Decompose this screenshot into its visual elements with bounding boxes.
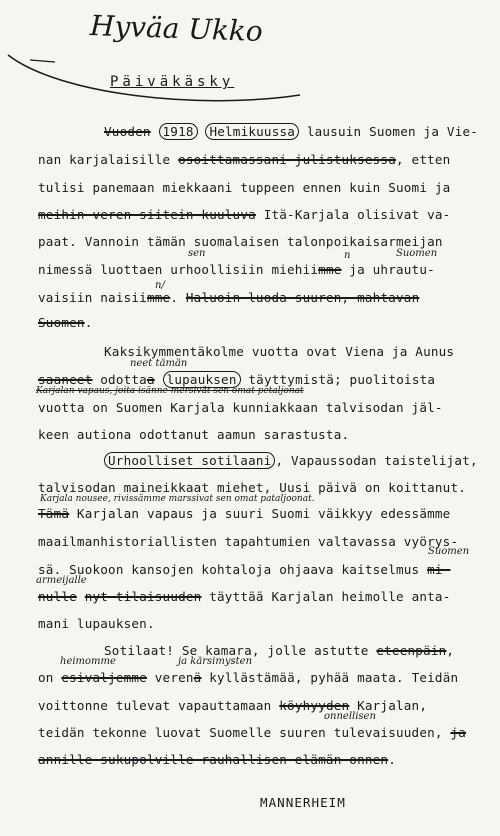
insertion-n: n xyxy=(344,250,351,261)
insertion-onnellisen: onnellisen xyxy=(324,711,376,722)
text-line: Sotilaat! Se kamara, jolle astutte eteenpäin, xyxy=(104,643,455,658)
page-title: Päiväkäsky xyxy=(110,74,235,90)
insertion-heimomme: heimomme xyxy=(60,656,116,667)
text-line: meihin veren siitein kuuluva Itä-Karjala olisivat va- xyxy=(38,207,451,222)
text-line: teidän tekonne luovat Suomelle suuren tulevaisuuden, ja xyxy=(38,725,467,740)
text-line: Suomen. xyxy=(38,315,93,330)
text-line: Tämä Karjalan vapaus ja suuri Suomi väikkyy edessämme xyxy=(38,506,451,521)
text-line: voittonne tulevat vapauttamaan köyhyyden Karjalan, xyxy=(38,698,428,713)
insertion-suomen: Suomen xyxy=(428,546,470,557)
text-line: vuotta on Suomen Karjala kunniakkaan talvisodan jäl- xyxy=(38,400,443,415)
struck-handwritten-note: Karjalan vapaus, joita isänne mersivät sen omat petaljonat xyxy=(36,386,304,396)
text-line: sä. Suokoon kansojen kohtaloja ohjaava kaitselmus mi- xyxy=(38,562,451,577)
insertion-kareimysten: ja kärsimysten xyxy=(178,656,253,667)
text-line: nimessä luottaen urhoollisiin miehiimme ja uhrautu- xyxy=(38,262,435,277)
text-line: paat. Vannoin tämän suomalaisen talonpoikaisarmeijan xyxy=(38,234,443,249)
insertion-suomen: Suomen xyxy=(396,248,438,259)
text-line: Kaksikymmentäkolme vuotta ovat Viena ja Aunus xyxy=(104,344,455,359)
text-line: vaisiin naisiimme. Haluoin luoda suuren, mahtavan xyxy=(38,290,420,305)
insertion-neet-taman: neet tämän xyxy=(130,358,188,369)
text-line: mani lupauksen. xyxy=(38,616,155,631)
text-line: annille sukupolville rauhallisen elämän onnen. xyxy=(38,752,396,767)
insertion-n: n/ xyxy=(155,280,165,291)
text-line: Urhoolliset sotilaani , Vapaussodan taistelijat, xyxy=(104,453,478,468)
text-line: maailmanhistoriallisten tapahtumien valtavassa vyörys- xyxy=(38,534,459,549)
text-line: on esivaljemme verenä kyllästämää, pyhää maata. Teidän xyxy=(38,670,459,685)
insertion-armeijalle: armeijalle xyxy=(36,575,87,586)
text-line: Vuoden 1918 Helmikuussa lausuin Suomen ja Vie- xyxy=(104,124,479,139)
signature: MANNERHEIM xyxy=(260,795,346,810)
handwritten-note: Karjala nousee, rivissämme marssivat sen omat pataljoonat. xyxy=(40,494,315,504)
text-line: tulisi panemaan miekkaani tuppeen ennen kuin Suomi ja xyxy=(38,180,451,195)
handwritten-title: Hyväa Ukko xyxy=(89,8,264,49)
text-line: keen autiona odottanut aamun sarastusta. xyxy=(38,427,350,442)
text-line: nulle nyt tilaisuuden täyttää Karjalan heimolle anta- xyxy=(38,589,451,604)
text-line: saaneet odottaa lupauksen täyttymistä; puolitoista xyxy=(38,372,436,387)
text-line: talvisodan maineikkaat miehet, Uusi päivä on koittanut. xyxy=(38,480,467,495)
insertion-sen: sen xyxy=(188,248,206,259)
text-line: nan karjalaisille osoittamassani julistuksessa, etten xyxy=(38,152,451,167)
